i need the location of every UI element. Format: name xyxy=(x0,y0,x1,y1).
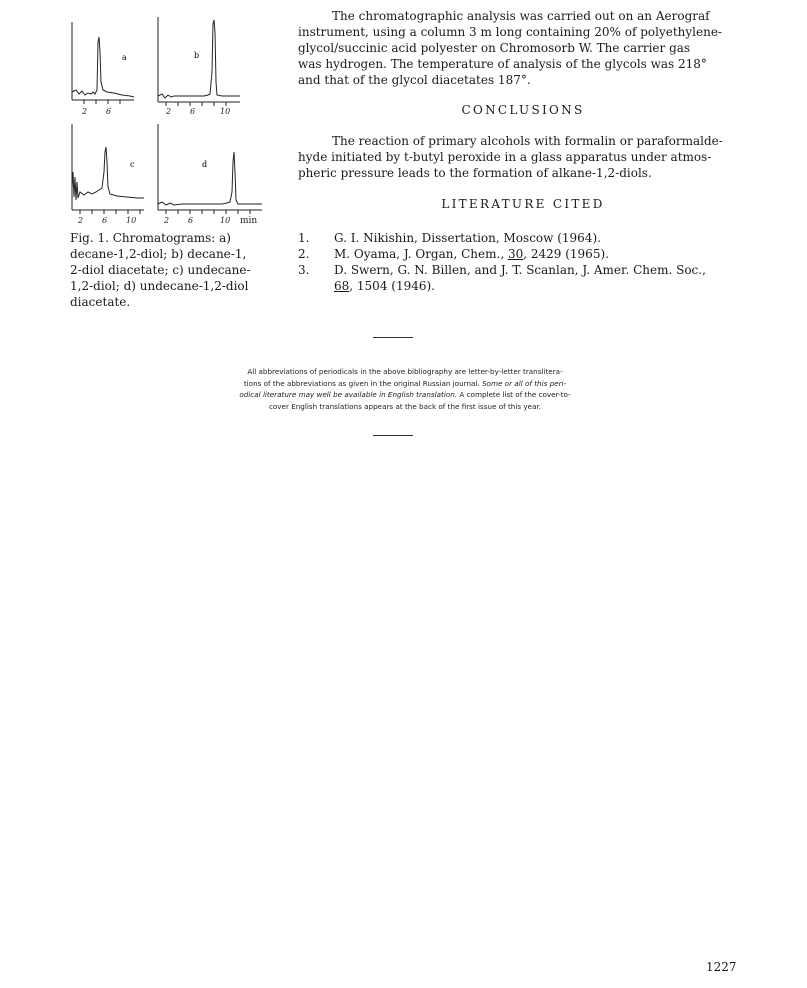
paragraph-line: instrument, using a column 3 m long containing 20% of polyethylene- xyxy=(298,25,722,39)
tick-label-a-6: 6 xyxy=(106,107,112,116)
chromatogram-figure xyxy=(62,12,272,227)
panel-label-b: b xyxy=(194,51,200,60)
separator-rule xyxy=(373,435,413,436)
caption-line: decane-1,2-diol; b) decane-1, xyxy=(70,247,247,261)
tick-label-c-10: 10 xyxy=(126,216,137,225)
reference-number: 2. xyxy=(298,247,310,261)
tick-label-d-10: 10 xyxy=(220,216,231,225)
tick-label-d-6: 6 xyxy=(188,216,194,225)
reference-text: M. Oyama, J. Organ, Chem., 30, 2429 (1965). xyxy=(334,247,609,261)
tick-label-b-10: 10 xyxy=(220,107,231,116)
reference-item xyxy=(298,262,768,294)
caption-line: Fig. 1. Chromatograms: a) xyxy=(70,231,231,245)
figure-caption xyxy=(70,230,280,310)
caption-line: 2-diol diacetate; c) undecane- xyxy=(70,263,251,277)
reference-item xyxy=(298,246,768,262)
paragraph-line: pheric pressure leads to the formation of alkane-1,2-diols. xyxy=(298,166,652,180)
panel-label-d: d xyxy=(202,160,208,169)
tick-label-d-2: 2 xyxy=(164,216,170,225)
tick-label-a-2: 2 xyxy=(82,107,88,116)
reference-number: 3. xyxy=(298,263,310,277)
paragraph-line: The reaction of primary alcohols with formalin or paraformalde- xyxy=(332,134,723,148)
note-line: All abbreviations of periodicals in the above bibliography are letter-by-letter translitera- xyxy=(247,367,563,376)
chromatograms-svg xyxy=(62,12,272,227)
tick-label-c-2: 2 xyxy=(78,216,84,225)
volume-number: 68 xyxy=(334,279,350,293)
conclusions-heading: CONCLUSIONS xyxy=(461,103,585,117)
chromatogram-a xyxy=(72,22,134,104)
note-line: odical literature may well be available in English translation. A complete list of the cover-to- xyxy=(239,390,571,399)
volume-number: 30 xyxy=(507,247,524,261)
reference-list xyxy=(298,230,768,294)
tick-label-b-2: 2 xyxy=(166,107,172,116)
tick-label-c-6: 6 xyxy=(102,216,108,225)
panel-label-a: a xyxy=(122,53,127,62)
page-number: 1227 xyxy=(706,960,737,974)
panel-label-c: c xyxy=(130,160,135,169)
intro-paragraph xyxy=(298,8,748,88)
note-line: cover English translations appears at the back of the first issue of this year. xyxy=(268,401,542,411)
paragraph-line: hyde initiated by t-butyl peroxide in a glass apparatus under atmos- xyxy=(298,150,712,164)
paragraph-line: The chromatographic analysis was carried out on an Aerograf xyxy=(332,9,710,23)
paragraph-line: and that of the glycol diacetates 187°. xyxy=(298,73,531,87)
literature-heading: LITERATURE CITED xyxy=(441,197,605,211)
reference-text: G. I. Nikishin, Dissertation, Moscow (1964). xyxy=(334,231,601,245)
abbreviation-note xyxy=(200,366,610,412)
caption-line: diacetate. xyxy=(70,295,131,309)
reference-number: 1. xyxy=(298,231,310,245)
separator-rule xyxy=(373,337,413,338)
chromatogram-b xyxy=(158,17,240,106)
reference-text: D. Swern, G. N. Billen, and J. T. Scanlan, J. Amer. Chem. Soc., 68, 1504 (1946). xyxy=(334,263,706,293)
chromatogram-d xyxy=(158,124,262,214)
note-line: tions of the abbreviations as given in the original Russian journal. Some or all of this peri- xyxy=(243,378,567,388)
caption-line: 1,2-diol; d) undecane-1,2-diol xyxy=(70,279,249,293)
time-unit-label: min xyxy=(240,216,258,226)
tick-label-b-6: 6 xyxy=(190,107,196,116)
paragraph-line: was hydrogen. The temperature of analysis of the glycols was 218° xyxy=(298,57,707,71)
conclusions-paragraph xyxy=(298,133,748,181)
chromatogram-c xyxy=(72,124,144,214)
reference-item xyxy=(298,230,768,246)
paragraph-line: glycol/succinic acid polyester on Chromosorb W. The carrier gas xyxy=(298,41,691,55)
